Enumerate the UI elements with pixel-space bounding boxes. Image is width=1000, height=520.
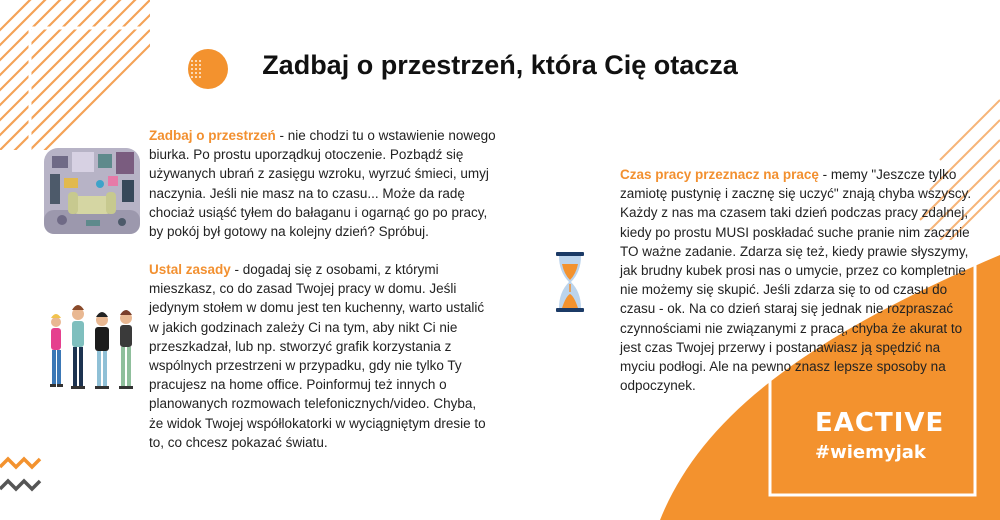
people-illustration <box>44 300 140 398</box>
section-body: - memy "Jeszcze tylko zamiotę pustynię i zacznę się uczyć" znają chyba wszyscy. Każdy z nas ma czasem taki dzień podczas pracy zdalnej, kiedy po prostu MUSI poskładać suche pranie nim zacznie TO ważne zadanie. Zdarza się też, kiedy prawie słyszymy, jak brudny kubek prosi nas o umycie, przez co kompletnie nie możemy się skupić. Jeśli zdarza się to od czasu do czasu - ok. Na co dzień staraj się jednak nie rozpraszać czynnościami nie związanymi z pracą, chyba że akurat to jest czas Twojej przerwy i postanawiasz ją spędzić na myciu podłogi. Ale na pewno znasz lepsze sposoby na odpoczynek. <box>620 167 972 394</box>
section-heading: Czas pracy przeznacz na pracę <box>620 167 819 182</box>
page-title: Zadbaj o przestrzeń, która Cię otacza <box>262 50 738 80</box>
section-heading: Zadbaj o przestrzeń <box>149 128 276 143</box>
section-zadbaj <box>149 126 499 241</box>
brand-hashtag: #wiemyjak <box>815 442 926 463</box>
section-body: - nie chodzi tu o wstawienie nowego biurka. Po prostu uporządkuj otoczenie. Pozbądź się używanych ubrań z zasięgu wzroku, wyrzuć śmieci, umyj naczynia. Jeśli nie masz na to czasu... Może da radę chociaż usiąść tyłem do bałaganu i ogarnąć go po pracy, by pokój był gotowy na kolejny dzień? Spróbuj. <box>149 128 496 240</box>
section-heading: Ustal zasady <box>149 262 231 277</box>
section-czas-pracy <box>620 165 976 395</box>
brand-block <box>815 408 975 463</box>
section-ustal-zasady <box>149 260 489 452</box>
room-illustration <box>42 140 142 240</box>
section-body: - dogadaj się z osobami, z którymi mieszkasz, co do zasad Twojej pracy w domu. Jeśli jedynym stołem w domu jest ten kuchenny, warto ustalić w jakich godzinach zależy Ci na tym, aby nikt Ci nie przeszkadzał, lub np. stworzyć grafik korzystania z wspólnych przestrzeni w przypadku, gdy nie tylko Ty pracujesz na home office. Poinformuj też innych o planowanych rozmowach telefonicznych/video. Chyba, że widok Twojej współlokatorki w wyciągniętym dresie to to, co chcesz pokazać światu. <box>149 262 486 450</box>
zigzag-icon <box>0 455 50 500</box>
hourglass-icon <box>556 252 584 312</box>
brand-logo: EACTIVE <box>815 408 945 438</box>
